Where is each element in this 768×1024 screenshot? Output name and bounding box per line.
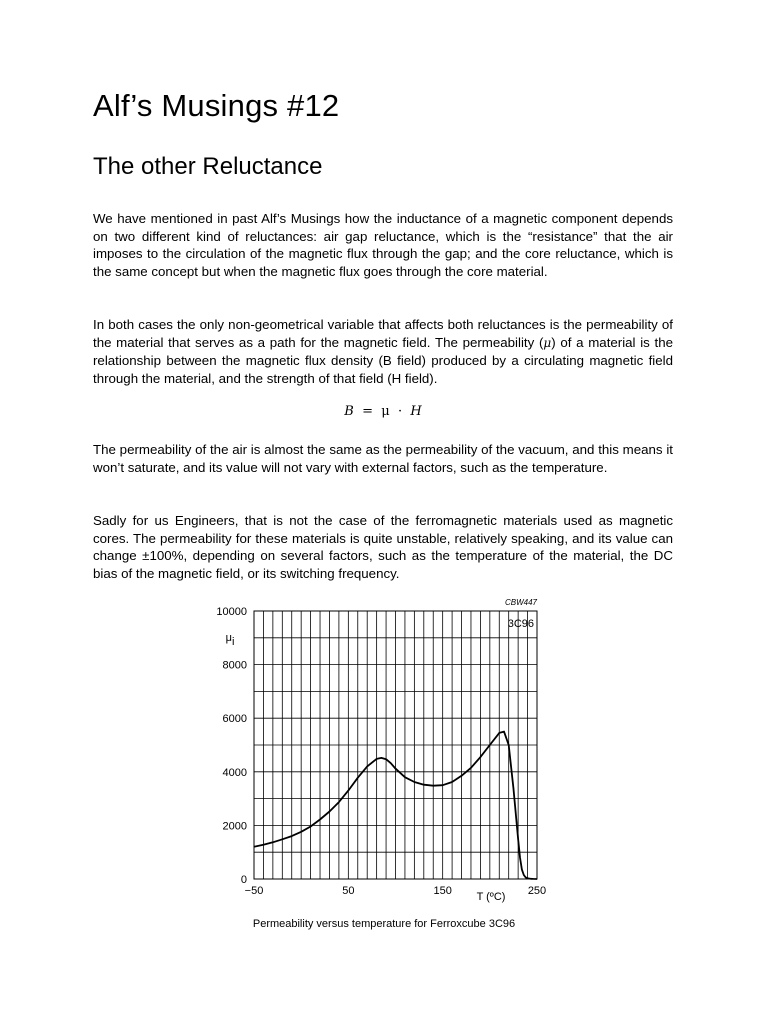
mu-symbol: μ: [543, 335, 552, 350]
figure-code: CBW447: [504, 598, 537, 607]
y-tick-label: 8000: [222, 659, 247, 672]
equation-dot: ·: [397, 404, 403, 419]
paragraph-reluctances: We have mentioned in past Alf’s Musings how the inductance of a magnetic component depends on two different kind of reluctances: air gap reluctance, which is the “resistance” that the air imposes to the circulation of the magnetic flux through the gap; and the core reluctance, which is the same concept but when the magnetic flux goes through the core material.: [93, 211, 673, 279]
y-axis-label-subscript: i: [231, 636, 235, 648]
y-axis-label: [226, 632, 235, 648]
paragraph-ferromagnetic: Sadly for us Engineers, that is not the case of the ferromagnetic materials used as magnetic cores. The permeability for these materials is quite unstable, relatively speaking, and its value can change ±100%, depending on several factors, such as the temperature of the material, the DC bias of the magnetic field, or its switching frequency.: [93, 513, 673, 581]
equation-equals: =: [362, 404, 373, 419]
equation-mu: μ: [381, 404, 390, 419]
x-tick-label: 250: [527, 885, 547, 897]
document-title: Alf’s Musings #12: [93, 88, 340, 123]
paragraph-permeability-part1: In both cases the only non-geometrical variable that affects both reluctances is the permeability of the material that serves as a path for the magnetic field. The permeability (: [93, 317, 673, 350]
x-axis-label: T (ºC): [476, 891, 506, 903]
paragraph-air-permeability: The permeability of the air is almost the same as the permeability of the vacuum, and this means it won’t saturate, and its value will not vary with external factors, such as the temperature.: [93, 442, 673, 475]
section-heading: The other Reluctance: [93, 153, 323, 180]
x-tick-label: 50: [342, 885, 355, 897]
equation-h: H: [410, 404, 422, 419]
y-tick-label: 4000: [222, 766, 247, 779]
equation-b: B: [344, 404, 354, 419]
y-tick-label: 2000: [222, 820, 247, 833]
y-tick-label: 10000: [216, 606, 247, 618]
figure-caption: Permeability versus temperature for Ferroxcube 3C96: [252, 918, 516, 930]
y-tick-label: 0: [240, 874, 247, 886]
y-axis-label-symbol: μ: [225, 632, 232, 644]
x-tick-label: 150: [433, 885, 452, 897]
y-tick-label: 6000: [222, 713, 247, 726]
material-label: 3C96: [507, 618, 534, 630]
paragraph-permeability-part2: ) of a material is the relationship between the magnetic flux density (B field) produced by a circulating magnetic field through the material, and the strength of that field (H field).: [93, 334, 674, 386]
x-tick-label: −50: [244, 885, 264, 897]
